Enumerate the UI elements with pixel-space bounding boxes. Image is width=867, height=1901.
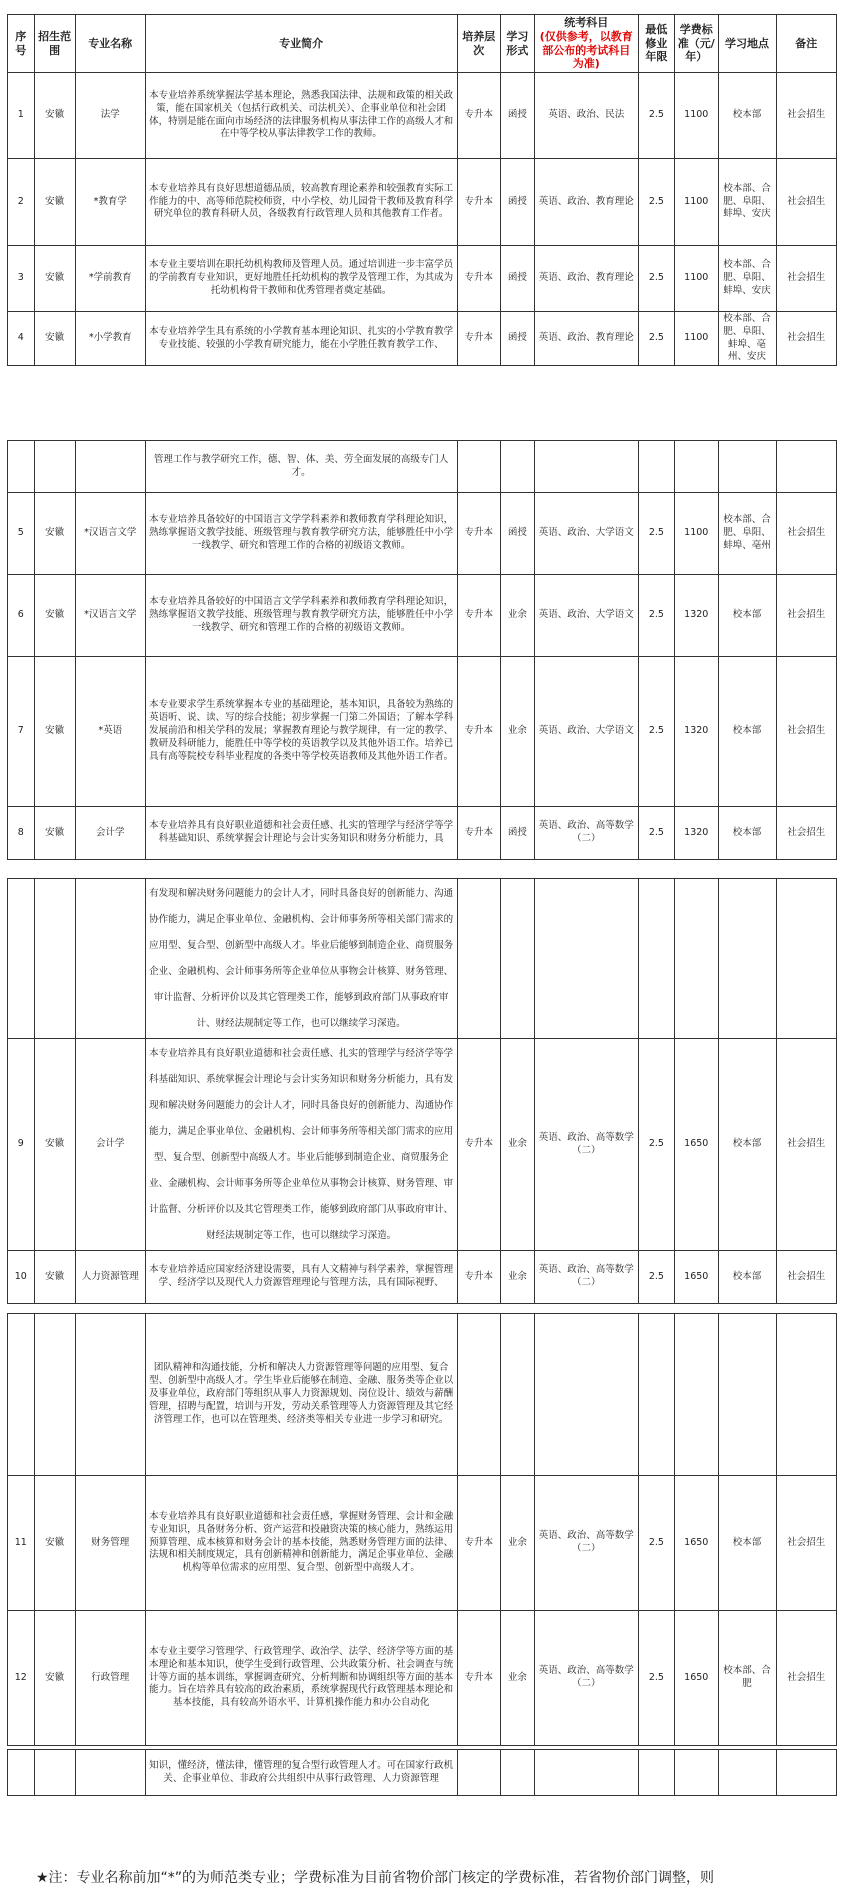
table-segment-3 [7, 878, 837, 1304]
table-row [8, 1611, 837, 1746]
cell-form: 函授 [501, 493, 535, 575]
cell-subjects: 英语、政治、高等数学（二） [534, 1039, 638, 1251]
cell-major: *教育学 [75, 159, 145, 246]
cell-subjects: 英语、政治、教育理论 [534, 312, 638, 366]
cell-fee: 1100 [675, 73, 719, 159]
cell-subjects: 英语、政治、民法 [534, 73, 638, 159]
cell-seq: 3 [8, 246, 35, 312]
cell-form: 业余 [501, 575, 535, 657]
cell-seq: 2 [8, 159, 35, 246]
cell-seq: 5 [8, 493, 35, 575]
header-remark: 备注 [776, 15, 836, 73]
cell-level: 专升本 [457, 1611, 501, 1746]
cell-seq: 7 [8, 657, 35, 807]
cell-major: 法学 [75, 73, 145, 159]
cell-fee: 1650 [675, 1611, 719, 1746]
table-row [8, 1476, 837, 1611]
cell-level: 专升本 [457, 1476, 501, 1611]
cell-scope: 安徽 [34, 807, 75, 860]
header-seq: 序号 [8, 15, 35, 73]
cell-remark: 社会招生 [776, 575, 836, 657]
header-intro: 专业简介 [145, 15, 457, 73]
cell-intro: 本专业培养具有良好职业道德和社会责任感，掌握财务管理、会计和金融专业知识，具备财务分析、资产运营和投融资决策的核心能力，熟练运用预算管理、成本核算和财务会计的基本技能，熟悉财务管理方面的法律、法规和相关制度规定，具有创新精神和创新能力，满足企事业单位、金融机构等单位需求的应用型、复合型、创新型中高级人才。 [145, 1476, 457, 1611]
cell-remark: 社会招生 [776, 73, 836, 159]
table-segment-5 [7, 1749, 837, 1796]
cell-intro: 本专业培养学生具有系统的小学教育基本理论知识、扎实的小学教育教学专业技能、较强的小学教育研究能力，能在小学胜任教育教学工作、 [145, 312, 457, 366]
cell-level: 专升本 [457, 73, 501, 159]
cell-scope: 安徽 [34, 73, 75, 159]
cell-scope: 安徽 [34, 575, 75, 657]
cell-location: 校本部 [718, 657, 776, 807]
header-years: 最低修业年限 [638, 15, 674, 73]
cell-major: *学前教育 [75, 246, 145, 312]
cell-years: 2.5 [638, 312, 674, 366]
cell-subjects: 英语、政治、高等数学（二） [534, 1251, 638, 1304]
cell-subjects: 英语、政治、大学语文 [534, 657, 638, 807]
table-row [8, 1039, 837, 1251]
cell-fee: 1100 [675, 312, 719, 366]
header-subjects [534, 15, 638, 73]
cell-years: 2.5 [638, 1611, 674, 1746]
cell-location: 校本部 [718, 73, 776, 159]
cell-remark: 社会招生 [776, 159, 836, 246]
cell-subjects: 英语、政治、教育理论 [534, 159, 638, 246]
cell-remark: 社会招生 [776, 807, 836, 860]
cell-intro: 本专业培养具备较好的中国语言文学学科素养和教师教育学科理论知识，熟练掌握语文教学技能、班级管理与教育教学研究方法，能够胜任中小学一线教学、研究和管理工作的合格的初级语文教师。 [145, 575, 457, 657]
cell-intro: 团队精神和沟通技能，分析和解决人力资源管理等问题的应用型、复合型、创新型中高级人才。学生毕业后能够在制造、金融、服务类等企业以及事业单位，政府部门等组织从事人力资源规划、岗位设计、绩效与薪酬管理，招聘与配置，培训与开发，劳动关系管理等人力资源管理及其它经济管理工作，也可以在管理类、经济类等相关专业进一步学习和研究。 [145, 1314, 457, 1476]
cell-scope: 安徽 [34, 312, 75, 366]
header-location: 学习地点 [718, 15, 776, 73]
cell-fee: 1100 [675, 246, 719, 312]
table-row [8, 73, 837, 159]
cell-level: 专升本 [457, 312, 501, 366]
cell-intro: 本专业要求学生系统掌握本专业的基础理论，基本知识，具备较为熟练的英语听、说、读、写的综合技能；初步掌握一门第二外国语；了解本学科发展前沿和相关学科的发展；掌握教育理论与教学规律，有一定的教学、教研及科研能力，能胜任中等学校的英语教学以及其他外语工作。培养已具有高等院校专科毕业程度的各类中等学校英语教师及其他外语工作者。 [145, 657, 457, 807]
cell-intro: 本专业培养系统掌握法学基本理论，熟悉我国法律、法规和政策的相关政策，能在国家机关（包括行政机关、司法机关）、企事业单位和社会团体，特别是能在面向市场经济的法律服务机构从事法律工作的高级人才和在中等学校从事法律教学工作的教师。 [145, 73, 457, 159]
cell-major: 行政管理 [75, 1611, 145, 1746]
table-row-continuation [8, 1314, 837, 1476]
cell-intro: 本专业培养具有良好思想道德品质，较高教育理论素养和较强教育实际工作能力的中、高等师范院校师资，中小学校、幼儿园骨干教师及教育科学研究单位的教育科研人员，各级教育行政管理人员和其他教育工作者。 [145, 159, 457, 246]
cell-years: 2.5 [638, 807, 674, 860]
cell-seq: 10 [8, 1251, 35, 1304]
cell-level: 专升本 [457, 246, 501, 312]
cell-level: 专升本 [457, 807, 501, 860]
cell-remark: 社会招生 [776, 657, 836, 807]
cell-fee: 1320 [675, 807, 719, 860]
cell-seq: 1 [8, 73, 35, 159]
cell-scope: 安徽 [34, 159, 75, 246]
cell-location: 校本部、合肥、阜阳、蚌埠、安庆 [718, 159, 776, 246]
cell-intro: 本专业培养具有良好职业道德和社会责任感、扎实的管理学与经济学等学科基础知识、系统掌握会计理论与会计实务知识和财务分析能力，具有发现和解决财务问题能力的会计人才，同时具备良好的创新能力、沟通协作能力，满足企事业单位、金融机构、会计师事务所等相关部门需求的应用型、复合型、创新型中高级人才。毕业后能够到制造企业、商贸服务企业、金融机构、会计师事务所等企业单位从事物会计核算、财务管理、审计监督、分析评价以及其它管理类工作，能够到政府部门从事政府审计、财经法规制定等工作，也可以继续学习深造。 [145, 1039, 457, 1251]
cell-years: 2.5 [638, 657, 674, 807]
cell-subjects: 英语、政治、高等数学（二） [534, 1476, 638, 1611]
cell-years: 2.5 [638, 73, 674, 159]
cell-scope: 安徽 [34, 493, 75, 575]
cell-seq: 4 [8, 312, 35, 366]
cell-major: 财务管理 [75, 1476, 145, 1611]
cell-scope: 安徽 [34, 1039, 75, 1251]
cell-scope: 安徽 [34, 1611, 75, 1746]
cell-seq: 8 [8, 807, 35, 860]
cell-seq: 6 [8, 575, 35, 657]
table-segment-4 [7, 1313, 837, 1746]
header-form: 学习形式 [501, 15, 535, 73]
cell-location: 校本部 [718, 807, 776, 860]
header-subjects-note: (仅供参考，以教育部公布的考试科目为准) [539, 29, 633, 71]
cell-intro: 本专业培养具有良好职业道德和社会责任感、扎实的管理学与经济学等学科基础知识、系统掌握会计理论与会计实务知识和财务分析能力，具 [145, 807, 457, 860]
cell-subjects: 英语、政治、高等数学（二） [534, 807, 638, 860]
cell-years: 2.5 [638, 1039, 674, 1251]
cell-major: 会计学 [75, 807, 145, 860]
cell-location: 校本部 [718, 1476, 776, 1611]
table-row-continuation [8, 441, 837, 493]
cell-fee: 1650 [675, 1251, 719, 1304]
cell-form: 函授 [501, 246, 535, 312]
table-row [8, 246, 837, 312]
cell-form: 业余 [501, 1039, 535, 1251]
cell-location: 校本部 [718, 575, 776, 657]
cell-remark: 社会招生 [776, 1611, 836, 1746]
cell-fee: 1320 [675, 657, 719, 807]
header-level: 培养层次 [457, 15, 501, 73]
cell-fee: 1650 [675, 1476, 719, 1611]
cell-location: 校本部、合肥 [718, 1611, 776, 1746]
cell-major: *汉语言文学 [75, 493, 145, 575]
cell-subjects: 英语、政治、大学语文 [534, 493, 638, 575]
cell-form: 业余 [501, 1476, 535, 1611]
cell-fee: 1320 [675, 575, 719, 657]
cell-location: 校本部、合肥、阜阳、蚌埠、安庆 [718, 246, 776, 312]
table-row [8, 1251, 837, 1304]
table-row [8, 493, 837, 575]
cell-subjects: 英语、政治、教育理论 [534, 246, 638, 312]
cell-remark: 社会招生 [776, 493, 836, 575]
header-major: 专业名称 [75, 15, 145, 73]
cell-seq: 9 [8, 1039, 35, 1251]
table-row [8, 159, 837, 246]
table-header-row [8, 15, 837, 73]
cell-scope: 安徽 [34, 246, 75, 312]
cell-form: 业余 [501, 1251, 535, 1304]
cell-subjects: 英语、政治、高等数学（二） [534, 1611, 638, 1746]
cell-major: 会计学 [75, 1039, 145, 1251]
cell-intro: 管理工作与教学研究工作，德、智、体、美、劳全面发展的高级专门人才。 [145, 441, 457, 493]
cell-seq: 12 [8, 1611, 35, 1746]
cell-intro: 有发现和解决财务问题能力的会计人才，同时具备良好的创新能力、沟通协作能力，满足企事业单位、金融机构、会计师事务所等相关部门需求的应用型、复合型、创新型中高级人才。毕业后能够到制造企业、商贸服务企业、金融机构、会计师事务所等企业单位从事物会计核算、财务管理、审计监督、分析评价以及其它管理类工作，能够到政府部门从事政府审计、财经法规制定等工作，也可以继续学习深造。 [145, 879, 457, 1039]
cell-major: *汉语言文学 [75, 575, 145, 657]
cell-remark: 社会招生 [776, 312, 836, 366]
cell-location: 校本部 [718, 1039, 776, 1251]
cell-form: 函授 [501, 73, 535, 159]
cell-scope: 安徽 [34, 1476, 75, 1611]
cell-years: 2.5 [638, 493, 674, 575]
cell-fee: 1650 [675, 1039, 719, 1251]
cell-subjects: 英语、政治、大学语文 [534, 575, 638, 657]
table-row [8, 657, 837, 807]
table-row [8, 807, 837, 860]
table-segment-1 [7, 14, 837, 366]
cell-years: 2.5 [638, 1476, 674, 1611]
cell-level: 专升本 [457, 1251, 501, 1304]
cell-form: 业余 [501, 657, 535, 807]
cell-years: 2.5 [638, 159, 674, 246]
cell-location: 校本部、合肥、阜阳、蚌埠、亳州 [718, 493, 776, 575]
cell-intro: 本专业主要培训在职托幼机构教师及管理人员。通过培训进一步丰富学员的学前教育专业知识，更好地胜任托幼机构的教学及管理工作，为其成为托幼机构骨干教师和优秀管理者奠定基础。 [145, 246, 457, 312]
cell-fee: 1100 [675, 493, 719, 575]
cell-level: 专升本 [457, 1039, 501, 1251]
cell-location: 校本部 [718, 1251, 776, 1304]
cell-years: 2.5 [638, 1251, 674, 1304]
cell-remark: 社会招生 [776, 246, 836, 312]
cell-fee: 1100 [675, 159, 719, 246]
header-fee: 学费标准（元/年） [675, 15, 719, 73]
cell-intro: 知识，懂经济，懂法律，懂管理的复合型行政管理人才。可在国家行政机关、企事业单位、非政府公共组织中从事行政管理、人力资源管理 [145, 1750, 457, 1796]
table-row-continuation [8, 1750, 837, 1796]
cell-remark: 社会招生 [776, 1251, 836, 1304]
footnote: ★注：专业名称前加“*”的为师范类专业；学费标准为目前省物价部门核定的学费标准，若省物价部门调整，则 [36, 1870, 715, 1886]
cell-intro: 本专业主要学习管理学、行政管理学、政治学、法学、经济学等方面的基本理论和基本知识，使学生受到行政管理、公共政策分析、社会调查与统计等方面的基本训练，掌握调查研究、分析判断和协调组织等方面的基本能力。旨在培养具有较高的政治素质，系统掌握现代行政管理基本理论和基本技能，具有较高外语水平、计算机操作能力和办公自动化 [145, 1611, 457, 1746]
cell-intro: 本专业培养适应国家经济建设需要，具有人文精神与科学素养，掌握管理学、经济学以及现代人力资源管理理论与管理方法，具有国际视野、 [145, 1251, 457, 1304]
cell-intro: 本专业培养具备较好的中国语言文学学科素养和教师教育学科理论知识，熟练掌握语文教学技能、班级管理与教育教学研究方法，能够胜任中小学一线教学、研究和管理工作的合格的初级语文教师。 [145, 493, 457, 575]
cell-level: 专升本 [457, 657, 501, 807]
cell-form: 函授 [501, 312, 535, 366]
cell-scope: 安徽 [34, 1251, 75, 1304]
table-row [8, 312, 837, 366]
table-row-continuation [8, 879, 837, 1039]
cell-major: 人力资源管理 [75, 1251, 145, 1304]
table-row [8, 575, 837, 657]
cell-remark: 社会招生 [776, 1039, 836, 1251]
cell-seq: 11 [8, 1476, 35, 1611]
header-subjects-title: 统考科目 [564, 16, 609, 29]
cell-scope: 安徽 [34, 657, 75, 807]
cell-form: 函授 [501, 159, 535, 246]
header-scope: 招生范围 [34, 15, 75, 73]
cell-years: 2.5 [638, 575, 674, 657]
cell-form: 函授 [501, 807, 535, 860]
cell-form: 业余 [501, 1611, 535, 1746]
cell-major: *小学教育 [75, 312, 145, 366]
cell-level: 专升本 [457, 493, 501, 575]
cell-level: 专升本 [457, 575, 501, 657]
cell-level: 专升本 [457, 159, 501, 246]
table-segment-2 [7, 440, 837, 860]
cell-location: 校本部、合肥、阜阳、蚌埠、亳州、安庆 [718, 312, 776, 366]
cell-years: 2.5 [638, 246, 674, 312]
cell-major: *英语 [75, 657, 145, 807]
cell-remark: 社会招生 [776, 1476, 836, 1611]
